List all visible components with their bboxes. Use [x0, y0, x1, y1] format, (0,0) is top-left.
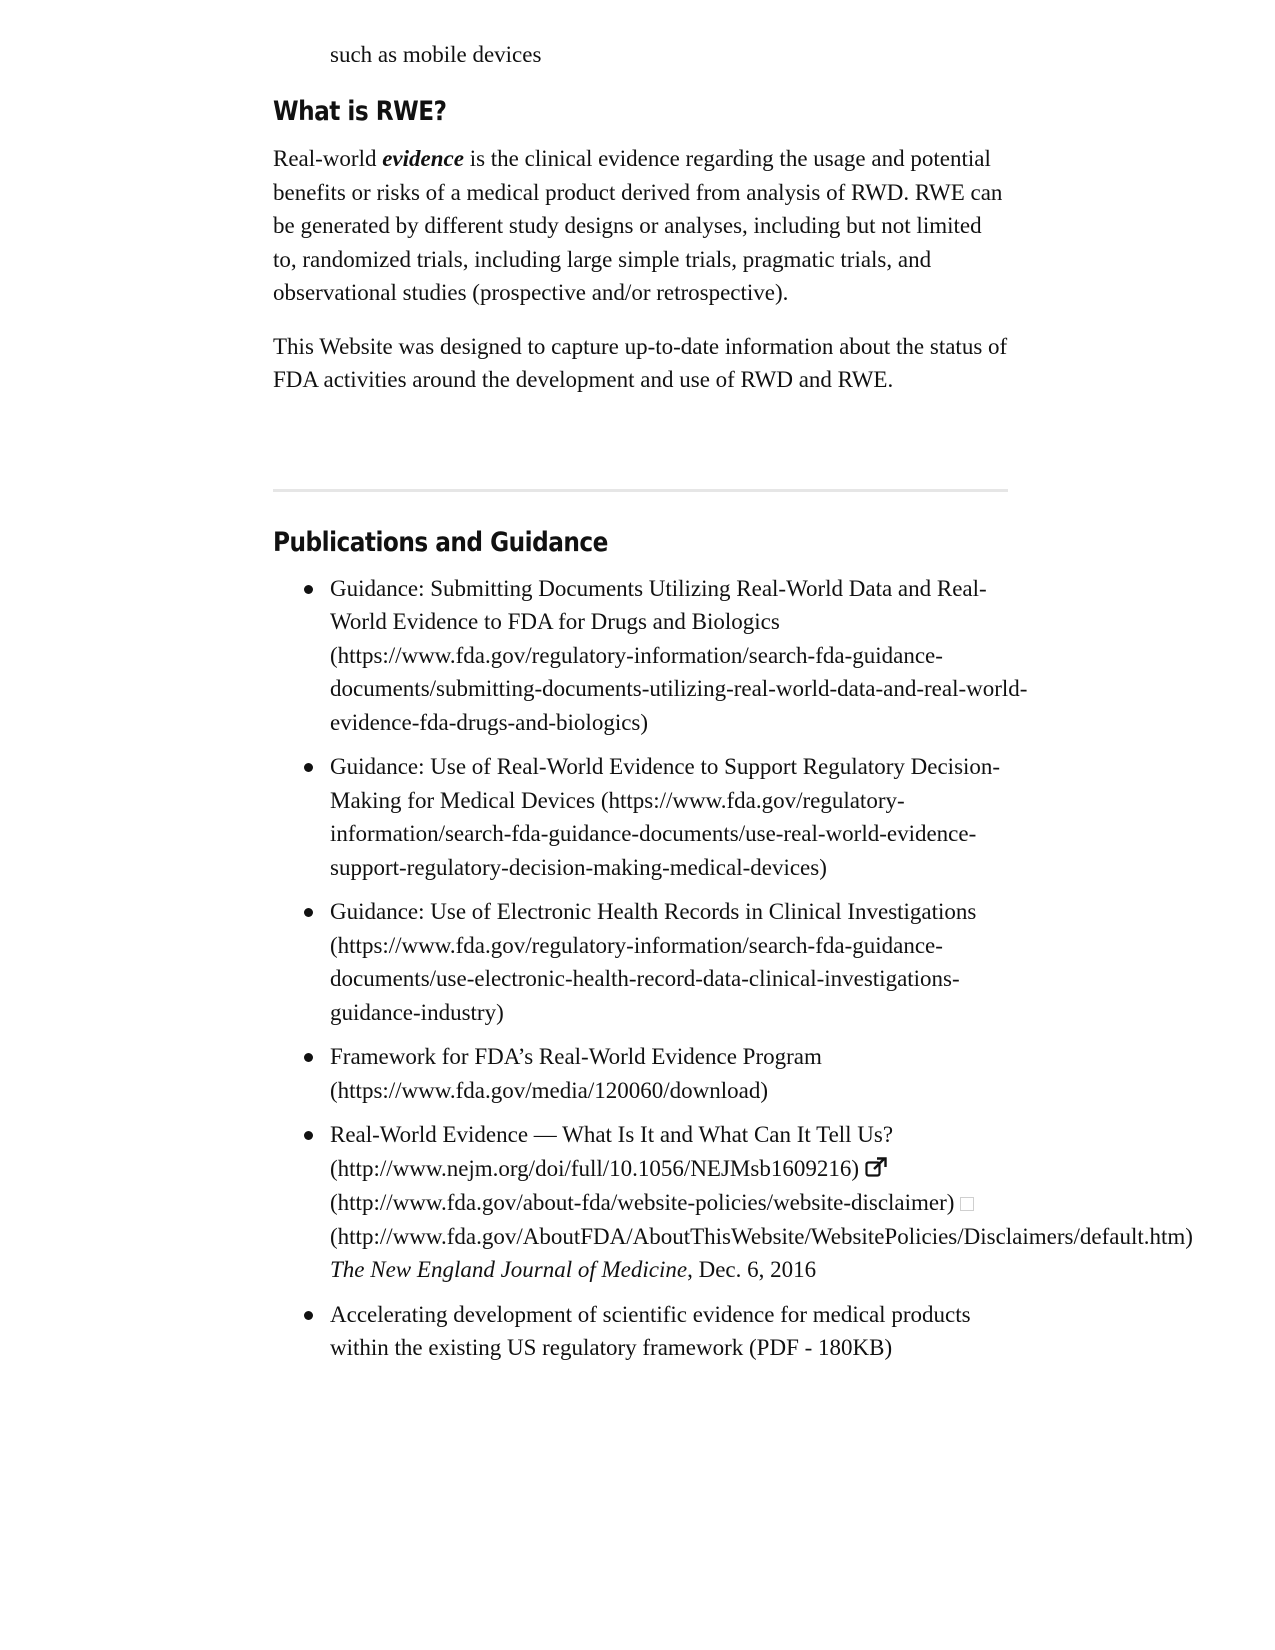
bullet-icon	[304, 1131, 313, 1140]
publications-list	[273, 572, 1193, 1365]
continuation-text: such as mobile devices	[330, 42, 542, 67]
publications-heading: Publications and Guidance	[273, 526, 608, 558]
rwe-paragraph-2: This Website was designed to capture up-to-date information about the status of FDA activities around the development and use of RWD and RWE.	[273, 333, 1008, 392]
rwe-paragraph-1-start: Real-world	[273, 146, 383, 171]
rwe-paragraph-1-rest: is the clinical evidence regarding the usage and potential benefits or risks of a medical product derived from analysis of RWD. RWE can be generated by different study designs or analyses, including but not limited to, randomized trials, including large simple trials, pragmatic trials, and observational studies (prospective and/or retrospective).	[273, 146, 1003, 305]
section-divider	[273, 489, 1008, 492]
publication-title: Guidance: Submitting Documents Utilizing Real-World Data and Real-World Evidence to FDA for Drugs and Biologics	[330, 575, 987, 634]
publication-title: Guidance: Use of Electronic Health Records in Clinical Investigations	[330, 899, 977, 924]
list-item	[273, 1298, 1030, 1365]
image-placeholder-icon	[960, 1197, 974, 1211]
publication-link[interactable]: (https://www.fda.gov/media/120060/download)	[330, 1077, 768, 1103]
main-content	[273, 92, 1193, 1376]
publication-date: , Dec. 6, 2016	[687, 1257, 817, 1282]
bullet-icon	[304, 585, 313, 594]
publication-link[interactable]: (https://www.fda.gov/regulatory-information/search-fda-guidance-documents/use-real-world-evidence-support-regulatory-decision-making-medical-devices)	[330, 787, 977, 880]
publication-link[interactable]: (https://www.fda.gov/regulatory-information/search-fda-guidance-documents/use-electronic-health-record-data-clinical-investigations-guidance-industry)	[330, 932, 960, 1025]
publication-title: Framework for FDA’s Real-World Evidence Program	[330, 1044, 822, 1069]
list-item	[273, 750, 1030, 884]
publication-link[interactable]: (https://www.fda.gov/regulatory-information/search-fda-guidance-documents/submitting-documents-utilizing-real-world-data-and-real-world-evidence-fda-drugs-and-biologics)	[330, 642, 1028, 735]
publication-title: Real-World Evidence — What Is It and What Can It Tell Us?	[330, 1122, 894, 1147]
bullet-icon	[304, 1311, 313, 1320]
list-item	[273, 1118, 1193, 1287]
disclaimer-link[interactable]: (http://www.fda.gov/about-fda/website-policies/website-disclaimer)	[330, 1190, 955, 1215]
bullet-icon	[304, 1053, 313, 1062]
bullet-icon	[304, 763, 313, 772]
list-item	[273, 895, 1030, 1029]
old-disclaimer-link[interactable]: (http://www.fda.gov/AboutFDA/AboutThisWebsite/WebsitePolicies/Disclaimers/default.htm)	[330, 1223, 1193, 1249]
publication-title: Guidance: Use of Real-World Evidence to Support Regulatory Decision-Making for Medical Devices	[330, 754, 1001, 813]
list-item	[273, 1040, 1030, 1107]
evidence-emphasis: evidence	[382, 146, 464, 171]
external-link-icon[interactable]	[865, 1153, 887, 1187]
publication-link[interactable]: Accelerating development of scientific evidence for medical products within the existing US regulatory framework (PDF - 180KB)	[330, 1301, 971, 1360]
journal-name: The New England Journal of Medicine	[330, 1257, 688, 1282]
publication-link[interactable]: (http://www.nejm.org/doi/full/10.1056/NEJMsb1609216)	[330, 1155, 859, 1181]
list-item	[273, 572, 1030, 740]
rwe-heading: What is RWE?	[273, 96, 447, 127]
rwe-paragraph-1	[273, 142, 1008, 310]
bullet-icon	[304, 908, 313, 917]
